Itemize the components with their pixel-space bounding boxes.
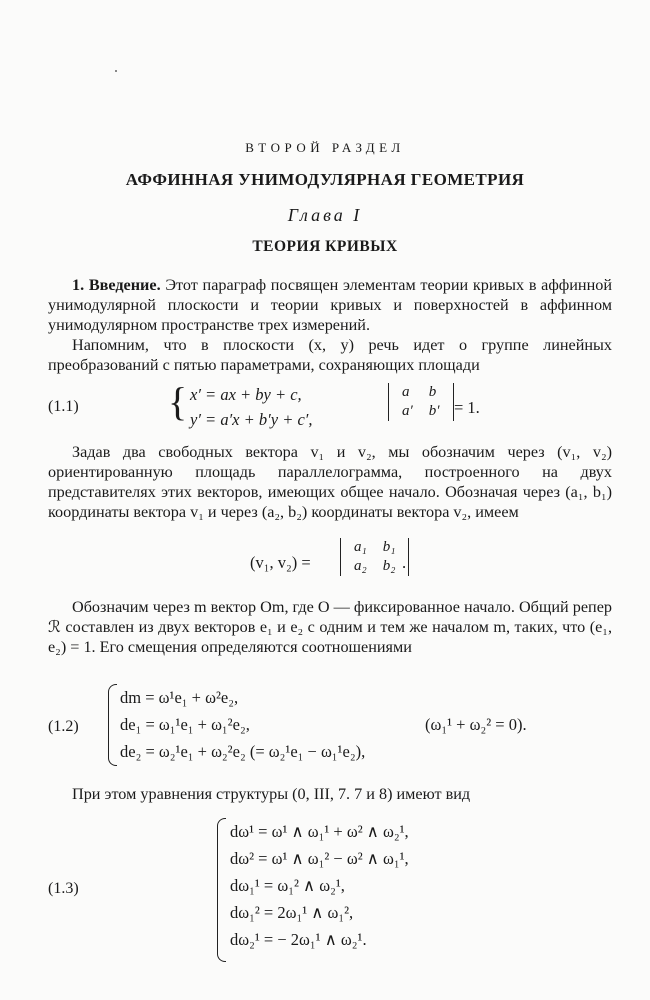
frame-text: Обозначим через m вектор Om, где O — фиксированное начало. Общий репер ℛ составлен из двух векторов e₁ и e₂ с одним и тем же началом m, таких, что (e₁, e₂) = 1. Его смещения определяются соотношениями [48, 598, 612, 656]
det-cell: b′ [428, 403, 440, 419]
intro-heading: 1. Введение. [72, 276, 161, 294]
det-cell: a [402, 384, 410, 400]
eq-1-1-brace: { [168, 379, 188, 424]
eq-1-1-line-2: y′ = a′x + b′y + c′, [190, 410, 313, 429]
eq-1-2-brace [108, 684, 117, 766]
eq-area-determinant [340, 538, 409, 576]
eq-1-2-line-2: de₁ = ω₁¹e₁ + ω₁²e₂, [120, 715, 250, 734]
det-cell: b₁ [382, 539, 396, 555]
det-cell: a₂ [354, 558, 367, 574]
scan-speck [115, 70, 117, 72]
eq-1-2-number: (1.2) [48, 718, 79, 735]
vectors-text: Задав два свободных вектора v₁ и v₂, мы обозначим через (v₁, v₂) ориентированную площадь параллелограмма, построенного на двух представителях этих векторов, имеющих общее начало. Обозначая через (a₁, b₁) координаты вектора v₁ и через (a₂, b₂) координаты вектора v₂, имеем [48, 443, 612, 521]
eq-1-2-line-3: de₂ = ω₂¹e₁ + ω₂²e₂ (= ω₂¹e₁ − ω₁¹e₂), [120, 742, 366, 761]
eq-1-1-number: (1.1) [48, 398, 79, 415]
eq-1-3-line-2: dω² = ω¹ ∧ ω₁² − ω² ∧ ω₁¹, [230, 849, 409, 868]
eq-1-1-line-1: x′ = ax + by + c, [190, 385, 302, 404]
eq-area-period: . [402, 553, 407, 572]
intro-paragraph [48, 275, 612, 375]
part-title: АФФИННАЯ УНИМОДУЛЯРНАЯ ГЕОМЕТРИЯ [125, 170, 525, 189]
eq-1-3-line-4: dω₁² = 2ω₁¹ ∧ ω₁², [230, 903, 354, 922]
frame-paragraph [48, 597, 612, 657]
eq-1-3-line-5: dω₂¹ = − 2ω₁¹ ∧ ω₂¹. [230, 930, 367, 949]
eq-1-3-line-3: dω₁¹ = ω₁² ∧ ω₂¹, [230, 876, 345, 895]
intro-text: Этот параграф посвящен элементам теории кривых в аффинной унимодулярной плоскости и теории кривых и поверхностей в аффинном унимодулярном пространстве трех измерений. [48, 276, 612, 334]
eq-1-3-number: (1.3) [48, 880, 79, 897]
eq-area-lhs: (v₁, v₂) = [250, 553, 311, 572]
eq-1-1-rhs: = 1. [454, 398, 480, 417]
section-label: ВТОРОЙ РАЗДЕЛ [245, 140, 405, 155]
eq-1-2-condition: (ω₁¹ + ω₂² = 0). [425, 715, 527, 734]
reminder-text: Напомним, что в плоскости (x, y) речь идет о группе линейных преобразований с пятью параметрами, сохраняющих площади [48, 336, 612, 374]
structure-text: При этом уравнения структуры (0, III, 7. 7 и 8) имеют вид [72, 785, 471, 803]
eq-1-3-line-1: dω¹ = ω¹ ∧ ω₁¹ + ω² ∧ ω₂¹, [230, 822, 409, 841]
eq-1-3-brace [217, 818, 226, 962]
structure-paragraph [48, 784, 612, 804]
eq-1-2-line-1: dm = ω¹e₁ + ω²e₂, [120, 688, 239, 707]
chapter-number: Глава I [287, 205, 363, 225]
det-cell: a′ [402, 403, 413, 419]
eq-1-1-determinant [388, 383, 454, 421]
det-cell: b₂ [382, 558, 396, 574]
vectors-paragraph [48, 442, 612, 522]
chapter-title: ТЕОРИЯ КРИВЫХ [252, 238, 398, 255]
det-cell: a₁ [354, 539, 367, 555]
det-cell: b [428, 384, 437, 400]
